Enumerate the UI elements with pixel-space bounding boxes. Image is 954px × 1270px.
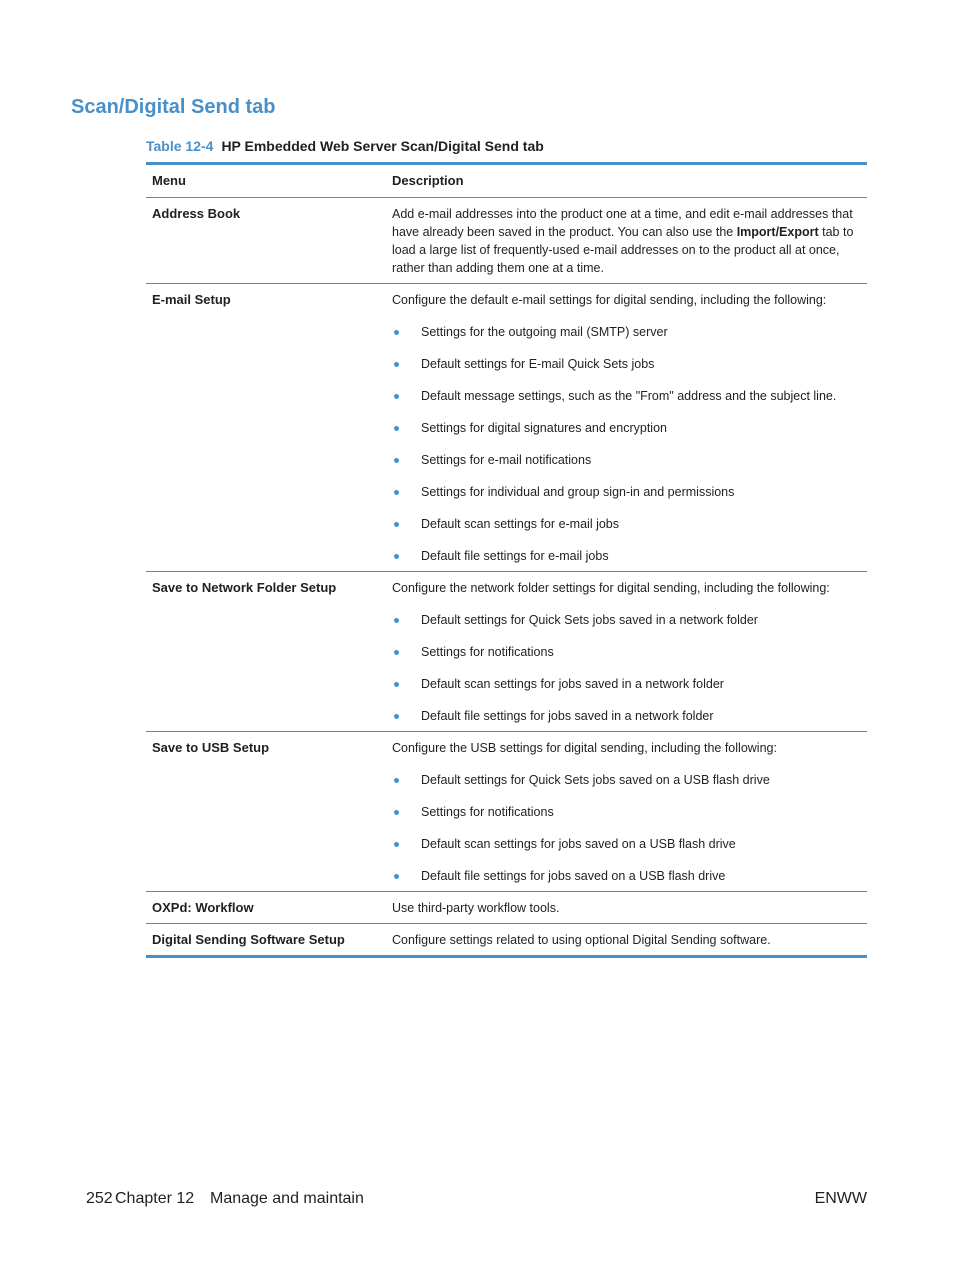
description-cell [386,739,867,885]
description-intro: Configure the USB settings for digital sending, including the following: [392,741,777,755]
bullet-icon [394,650,399,655]
table-caption-title: HP Embedded Web Server Scan/Digital Send tab [221,138,544,154]
description-intro: Use third-party workflow tools. [392,901,560,915]
table-caption [146,137,544,155]
menu-cell: Save to USB Setup [152,740,270,755]
list-item-text: Default scan settings for jobs saved in a network folder [421,677,724,691]
list-item-text: Default file settings for jobs saved in a network folder [421,709,714,723]
list-item [392,451,861,469]
menu-cell: Digital Sending Software Setup [152,932,345,947]
list-item [392,483,861,501]
bullet-icon [394,394,399,399]
list-item-text: Settings for notifications [421,805,554,819]
menu-cell: Address Book [152,206,241,221]
bullet-icon [394,362,399,367]
list-item [392,547,861,565]
bullet-icon [394,842,399,847]
bullet-list [392,771,861,885]
description-text: tab to load a large list of frequently-used e-mail addresses on to the product all at once, rather than adding them one at a time. [392,225,854,275]
description-intro: Configure the network folder settings for digital sending, including the following: [392,581,830,595]
table-caption-number: Table 12-4 [146,138,214,154]
list-item [392,419,861,437]
list-item [392,707,861,725]
bullet-icon [394,458,399,463]
table-row-oxpd-workflow [146,891,867,923]
bullet-icon [394,426,399,431]
list-item-text: Default scan settings for jobs saved on a USB flash drive [421,837,736,851]
table-row-digital-sending-software [146,923,867,955]
menu-cell: Save to Network Folder Setup [152,580,337,595]
chapter-label: Chapter 12 [115,1190,195,1207]
list-item-text: Settings for the outgoing mail (SMTP) server [421,325,668,339]
description-cell [386,205,867,277]
description-cell [386,291,867,565]
list-item-text: Default settings for E-mail Quick Sets jobs [421,357,655,371]
page-footer [86,1187,867,1211]
list-item [392,323,861,341]
table-row-save-to-usb [146,731,867,891]
list-item-text: Default message settings, such as the "From" address and the subject line. [421,389,837,403]
list-item-text: Default file settings for e-mail jobs [421,549,609,563]
import-export-term: Import/Export [736,225,819,239]
section-title: Scan/Digital Send tab [71,96,276,118]
list-item-text: Settings for notifications [421,645,554,659]
bullet-icon [394,682,399,687]
description-text: Add e-mail addresses into the product one at a time, and edit e-mail addresses that have already been saved in the product. You can also use the [392,207,853,239]
list-item [392,675,861,693]
table-row-email-setup [146,283,867,571]
bullet-list [392,611,861,725]
list-item [392,643,861,661]
bullet-icon [394,874,399,879]
header-menu: Menu [152,173,186,188]
list-item [392,515,861,533]
description-intro: Configure settings related to using optional Digital Sending software. [392,933,771,947]
table-row-address-book [146,197,867,283]
description-intro: Configure the default e-mail settings for digital sending, including the following: [392,293,827,307]
list-item [392,835,861,853]
page-number: 252 [86,1190,113,1207]
chapter-title: Manage and maintain [210,1190,364,1207]
list-item-text: Default file settings for jobs saved on a USB flash drive [421,869,726,883]
description-cell [386,899,867,917]
bullet-icon [394,810,399,815]
table-header-row [146,165,867,197]
list-item [392,355,861,373]
list-item-text: Settings for individual and group sign-in and permissions [421,485,735,499]
bullet-list [392,323,861,565]
bullet-icon [394,778,399,783]
header-description: Description [392,173,464,188]
list-item-text: Default scan settings for e-mail jobs [421,517,620,531]
list-item-text: Default settings for Quick Sets jobs saved in a network folder [421,613,758,627]
bullet-icon [394,490,399,495]
list-item-text: Settings for digital signatures and encryption [421,421,667,435]
list-item [392,867,861,885]
list-item [392,803,861,821]
bullet-icon [394,554,399,559]
document-code: ENWW [814,1190,867,1207]
description-cell [386,579,867,725]
bullet-icon [394,330,399,335]
list-item [392,771,861,789]
list-item [392,387,861,405]
list-item [392,611,861,629]
bullet-icon [394,618,399,623]
menu-cell: E-mail Setup [152,292,231,307]
menu-cell: OXPd: Workflow [152,900,254,915]
table-row-save-to-network-folder [146,571,867,731]
bullet-icon [394,522,399,527]
list-item-text: Default settings for Quick Sets jobs saved on a USB flash drive [421,773,770,787]
description-cell [386,931,867,949]
list-item-text: Settings for e-mail notifications [421,453,592,467]
bullet-icon [394,714,399,719]
scan-digital-send-table [146,162,867,958]
